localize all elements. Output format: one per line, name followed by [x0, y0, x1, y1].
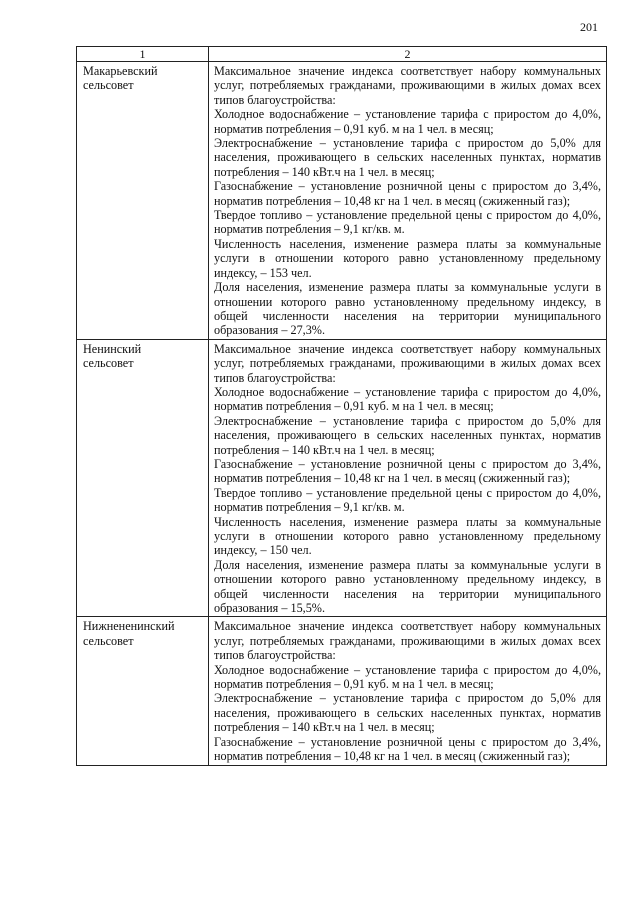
settlement-name-cell — [77, 62, 209, 340]
paragraph-index-summary: Максимальное значение индекса соответствует набору коммунальных услуг, потребляемых гражданами, проживающими в жилых домах всех типов благоустройства: — [214, 619, 601, 663]
settlements-table — [76, 46, 607, 766]
paragraph-solid-fuel: Твердое топливо – установление предельной цены с приростом до 4,0%, норматив потребления – 9,1 кг/кв. м. — [214, 485, 601, 515]
paragraph-cold-water: Холодное водоснабжение – установление тарифа с приростом до 4,0%, норматив потребления – 0,91 куб. м на 1 чел. в месяц; — [214, 662, 601, 692]
paragraph-gas: Газоснабжение – установление розничной цены с приростом до 3,4%, норматив потребления – 10,48 кг на 1 чел. в месяц (сжиженный газ); — [214, 734, 601, 764]
settlement-type: сельсовет — [83, 633, 134, 648]
column-header-2: 2 — [209, 47, 607, 62]
settlement-name: Ненинский — [83, 341, 142, 356]
paragraph-electricity: Электроснабжение – установление тарифа с приростом до 5,0% для населения, проживающего в сельских населенных пунктах, норматив потребления – 140 кВт.ч на 1 чел. в месяц; — [214, 691, 601, 735]
settlement-name: Нижнененинский — [83, 619, 175, 634]
table-row — [77, 617, 607, 765]
settlement-name: Макарьевский — [83, 64, 158, 78]
settlement-name-cell — [77, 339, 209, 617]
paragraph-cold-water: Холодное водоснабжение – установление тарифа с приростом до 4,0%, норматив потребления – 0,91 куб. м на 1 чел. в месяц; — [214, 384, 601, 414]
table-row — [77, 62, 607, 340]
paragraph-index-summary: Максимальное значение индекса соответствует набору коммунальных услуг, потребляемых гражданами, проживающими в жилых домах всех типов благоустройства: — [214, 341, 601, 385]
paragraph-population-count: Численность населения, изменение размера платы за коммунальные услуги в отношении которого равно установленному предельному индексу, – 153 чел. — [214, 236, 601, 280]
paragraph-electricity: Электроснабжение – установление тарифа с приростом до 5,0% для населения, проживающего в сельских населенных пунктах, норматив потребления – 140 кВт.ч на 1 чел. в месяц; — [214, 413, 601, 457]
paragraph-electricity: Электроснабжение – установление тарифа с приростом до 5,0% для населения, проживающего в сельских населенных пунктах, норматив потребления – 140 кВт.ч на 1 чел. в месяц; — [214, 136, 601, 179]
paragraph-population-share: Доля населения, изменение размера платы за коммунальные услуги в отношении которого равно установленному предельному индексу, в общей численности населения на территории муниципального образования – 15,5%. — [214, 557, 601, 616]
paragraph-population-share: Доля населения, изменение размера платы за коммунальные услуги в отношении которого равно установленному предельному индексу, в общей численности населения на территории муниципального образования – 27,3%. — [214, 280, 601, 338]
settlement-description-cell — [209, 339, 607, 617]
paragraph-solid-fuel: Твердое топливо – установление предельной цены с приростом до 4,0%, норматив потребления – 9,1 кг/кв. м. — [214, 208, 601, 237]
settlement-name-cell — [77, 617, 209, 765]
settlement-description-cell — [209, 617, 607, 765]
table-row — [77, 339, 607, 617]
paragraph-index-summary: Максимальное значение индекса соответствует набору коммунальных услуг, потребляемых гражданами, проживающими в жилых домах всех типов благоустройства: — [214, 64, 601, 107]
paragraph-gas: Газоснабжение – установление розничной цены с приростом до 3,4%, норматив потребления – 10,48 кг на 1 чел. в месяц (сжиженный газ); — [214, 179, 601, 208]
column-header-1: 1 — [77, 47, 209, 62]
paragraph-population-count: Численность населения, изменение размера платы за коммунальные услуги в отношении которого равно установленному предельному индексу, – 150 чел. — [214, 514, 601, 558]
settlement-type: сельсовет — [83, 356, 134, 371]
paragraph-cold-water: Холодное водоснабжение – установление тарифа с приростом до 4,0%, норматив потребления – 0,91 куб. м на 1 чел. в месяц; — [214, 107, 601, 136]
table-header-row — [77, 47, 607, 62]
page-number: 201 — [580, 20, 598, 34]
settlement-type: сельсовет — [83, 78, 134, 93]
paragraph-gas: Газоснабжение – установление розничной цены с приростом до 3,4%, норматив потребления – 10,48 кг на 1 чел. в месяц (сжиженный газ); — [214, 456, 601, 486]
settlement-description-cell — [209, 62, 607, 340]
